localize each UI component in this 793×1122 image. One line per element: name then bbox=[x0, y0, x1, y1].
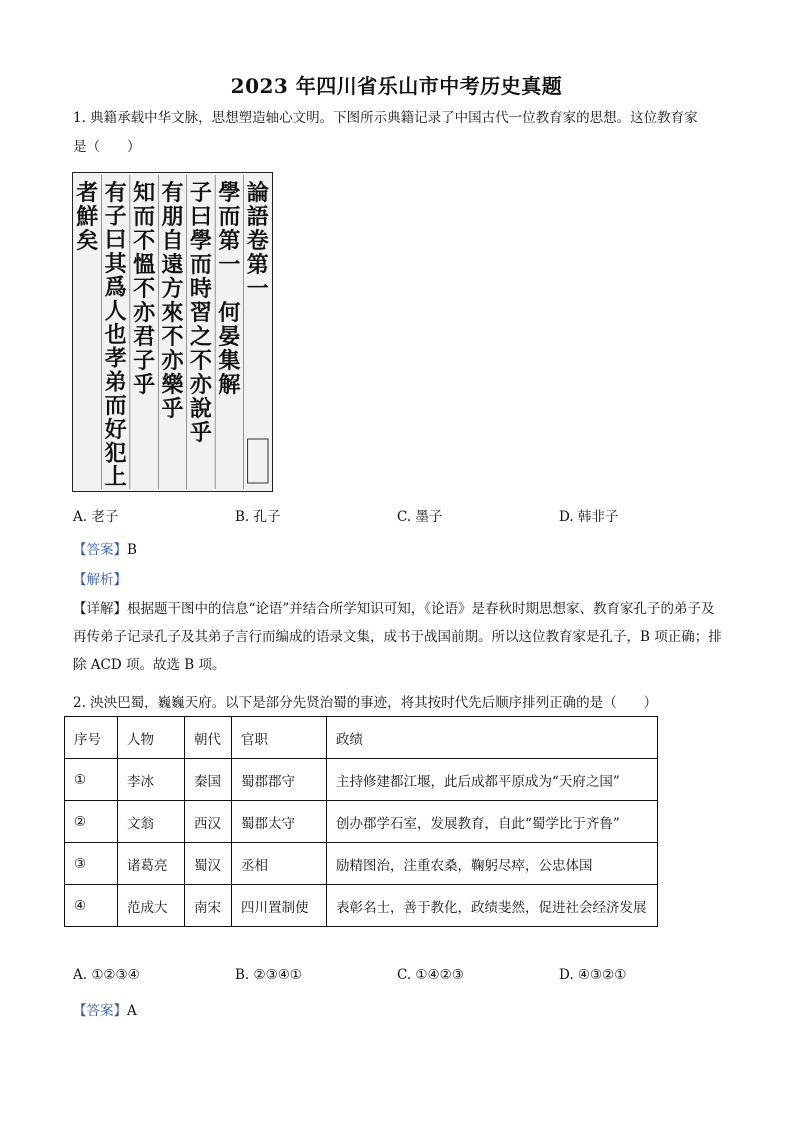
option-c[interactable]: C. 墨子 bbox=[397, 509, 443, 525]
classical-character: 君 bbox=[133, 324, 156, 351]
table-cell: 南宋 bbox=[185, 885, 232, 927]
classical-character: 一 bbox=[218, 252, 241, 279]
classical-character: 不 bbox=[133, 276, 156, 303]
classical-character: 有 bbox=[104, 179, 127, 206]
question-1-line-1: 1. 典籍承载中华文脉，思想塑造轴心文明。下图所示典籍记录了中国古代一位教育家的思想。这位教育家 bbox=[73, 110, 698, 126]
classical-character: 之 bbox=[189, 324, 212, 351]
table-cell: 蜀郡郡守 bbox=[232, 759, 327, 801]
table-cell: 范成大 bbox=[118, 885, 185, 927]
option-a[interactable]: A. 老子 bbox=[73, 509, 119, 525]
table-cell: ④ bbox=[65, 885, 118, 927]
classical-character: 不 bbox=[189, 348, 212, 375]
detail-text: 根据题干图中的信息“论语”并结合所学知识可知，《论语》是春秋时期思想家、教育家孔子的弟子及再传弟子记录孔子及其弟子言行而编成的语录文集，成书于战国前期。所以这位教育家是孔子，B 项正确；排除 ACD 项。故选 B 项。 bbox=[73, 601, 722, 673]
classical-character: 說 bbox=[189, 396, 212, 423]
table-cell: ② bbox=[65, 801, 118, 843]
table-cell: 西汉 bbox=[185, 801, 232, 843]
classical-character: 人 bbox=[104, 298, 127, 325]
question-2-stem: 2. 泱泱巴蜀，巍巍天府。以下是部分先贤治蜀的事迹，将其按时代先后顺序排列正确的是（ ） bbox=[73, 695, 658, 711]
answer-tag: 【答案】 bbox=[73, 542, 127, 558]
option-a[interactable]: A. ①②③④ bbox=[73, 967, 140, 983]
table-row bbox=[65, 801, 658, 843]
classical-character: 矣 bbox=[76, 228, 99, 255]
question-1-detail bbox=[73, 595, 723, 679]
table-header: 人物 bbox=[118, 717, 185, 759]
classical-character: 子 bbox=[133, 348, 156, 375]
option-d[interactable]: D. 韩非子 bbox=[559, 509, 619, 525]
table-cell: 李冰 bbox=[118, 759, 185, 801]
detail-tag: 【详解】 bbox=[73, 601, 127, 617]
classical-character: 第 bbox=[246, 252, 269, 279]
option-c[interactable]: C. ①④②③ bbox=[397, 967, 464, 983]
question-1-options bbox=[73, 505, 733, 525]
classical-character: 爲 bbox=[104, 274, 127, 301]
classical-character: 而 bbox=[218, 204, 241, 231]
classical-character: 而 bbox=[104, 393, 127, 420]
classical-character: 乎 bbox=[133, 372, 156, 399]
classical-character: 子 bbox=[189, 180, 212, 207]
classical-character: 集 bbox=[218, 348, 241, 375]
classical-character: 不 bbox=[161, 324, 184, 351]
question-1-analysis-tag bbox=[73, 568, 733, 588]
classical-character: 慍 bbox=[133, 252, 156, 279]
classical-character: 樂 bbox=[161, 372, 184, 399]
classical-character: 而 bbox=[189, 252, 212, 279]
table-cell: 丞相 bbox=[232, 843, 327, 885]
answer-value: A bbox=[127, 1003, 137, 1019]
classical-character: 也 bbox=[104, 322, 127, 349]
page-title: 2023 年四川省乐山市中考历史真题 bbox=[230, 74, 563, 98]
answer-value: B bbox=[127, 542, 137, 558]
table-header: 朝代 bbox=[185, 717, 232, 759]
classical-character: 亦 bbox=[161, 348, 184, 375]
classical-text-illustration bbox=[73, 173, 272, 491]
analysis-tag: 【解析】 bbox=[73, 572, 127, 588]
seal-stamp bbox=[248, 439, 268, 483]
classical-character: 自 bbox=[161, 228, 184, 255]
classical-character: 學 bbox=[218, 180, 241, 207]
classical-character: 不 bbox=[133, 228, 156, 255]
classical-character bbox=[218, 276, 240, 302]
classical-character: 曰 bbox=[104, 227, 127, 254]
classical-character: 乎 bbox=[161, 396, 184, 423]
classical-character: 鮮 bbox=[76, 204, 99, 231]
classical-character: 弟 bbox=[104, 369, 127, 396]
classical-character: 子 bbox=[104, 203, 127, 230]
classical-character: 曰 bbox=[189, 204, 212, 231]
classical-character: 方 bbox=[161, 276, 184, 303]
table-cell: 秦国 bbox=[185, 759, 232, 801]
classical-character: 論 bbox=[246, 180, 269, 207]
classical-character: 何 bbox=[218, 300, 241, 327]
classical-character: 犯 bbox=[104, 440, 127, 467]
classical-character: 解 bbox=[218, 372, 241, 399]
table-cell: 文翁 bbox=[118, 801, 185, 843]
classical-character: 一 bbox=[246, 276, 269, 303]
answer-tag: 【答案】 bbox=[73, 1003, 127, 1019]
table-cell: 励精图治，注重农桑，鞠躬尽瘁，公忠体国 bbox=[327, 843, 658, 885]
question-2-answer bbox=[73, 999, 733, 1019]
classical-character: 卷 bbox=[246, 228, 269, 255]
table-header: 政绩 bbox=[327, 717, 658, 759]
table-header: 官职 bbox=[232, 717, 327, 759]
option-b[interactable]: B. 孔子 bbox=[235, 509, 281, 525]
table-cell: 主持修建都江堰，此后成都平原成为“天府之国” bbox=[327, 759, 658, 801]
classical-character: 時 bbox=[189, 276, 212, 303]
question-1-stem bbox=[73, 104, 723, 162]
table-header: 序号 bbox=[65, 717, 118, 759]
classical-character: 學 bbox=[189, 228, 212, 255]
option-b[interactable]: B. ②③④① bbox=[235, 967, 302, 983]
table-cell: ① bbox=[65, 759, 118, 801]
question-1-line-2: 是（ ） bbox=[73, 139, 141, 155]
table-cell: 诸葛亮 bbox=[118, 843, 185, 885]
table-row bbox=[65, 843, 658, 885]
question-2-options bbox=[73, 967, 733, 983]
classical-character: 亦 bbox=[133, 300, 156, 327]
table-cell: 蜀郡太守 bbox=[232, 801, 327, 843]
option-d[interactable]: D. ④③②① bbox=[559, 967, 627, 983]
classical-character: 好 bbox=[104, 416, 127, 443]
classical-character: 來 bbox=[161, 300, 184, 327]
classical-character: 亦 bbox=[189, 372, 212, 399]
classical-character: 晏 bbox=[218, 324, 241, 351]
classical-character: 語 bbox=[246, 204, 269, 231]
classical-character: 有 bbox=[161, 180, 184, 207]
table-cell: ③ bbox=[65, 843, 118, 885]
classical-character: 第 bbox=[218, 228, 241, 255]
classical-character: 孝 bbox=[104, 345, 127, 372]
classical-character: 乎 bbox=[189, 420, 212, 447]
table-cell: 四川置制使 bbox=[232, 885, 327, 927]
table-header-row bbox=[65, 717, 658, 759]
question-1-answer bbox=[73, 538, 733, 558]
classical-character: 其 bbox=[104, 250, 127, 277]
classical-character: 上 bbox=[104, 464, 127, 491]
classical-character: 遠 bbox=[161, 252, 184, 279]
classical-character: 習 bbox=[189, 300, 212, 327]
classical-character: 知 bbox=[133, 180, 156, 207]
table-cell: 创办郡学石室，发展教育，自此“蜀学比于齐鲁” bbox=[327, 801, 658, 843]
table-row bbox=[65, 885, 658, 927]
governors-table bbox=[64, 716, 658, 927]
classical-character: 者 bbox=[76, 180, 99, 207]
classical-character: 朋 bbox=[161, 204, 184, 231]
lunyu-book-image bbox=[72, 172, 273, 492]
table-cell: 蜀汉 bbox=[185, 843, 232, 885]
table-row bbox=[65, 759, 658, 801]
table-cell: 表彰名士，善于教化，政绩斐然，促进社会经济发展 bbox=[327, 885, 658, 927]
classical-character: 而 bbox=[133, 204, 156, 231]
